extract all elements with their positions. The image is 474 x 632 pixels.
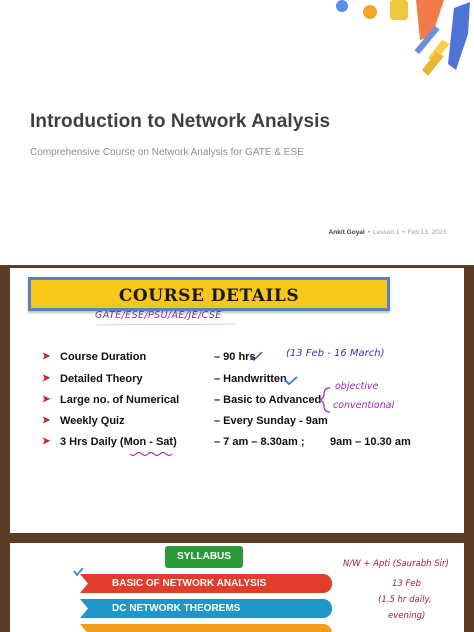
handwritten-exams-note: GATE/ESE/PSU/AE/JE/CSE [95,310,222,321]
arrow-bullet-icon: ➤ [42,373,51,384]
lesson-date: Feb 13, 2023 [407,229,446,236]
check-mark-icon [285,377,297,384]
detail-value: – Every Sunday - 9am [214,415,328,427]
slide-frame-2 [0,537,474,632]
detail-value: – 90 hrs [214,351,256,363]
syllabus-item[interactable]: BASIC OF NETWORK ANALYSIS [88,574,332,593]
slide-syllabus[interactable] [10,543,464,632]
handwriting-ink-marks [10,268,464,533]
author-name[interactable]: Ankit Goyal [328,229,365,236]
page-title: Introduction to Network Analysis [30,111,331,132]
banner-title: COURSE DETAILS [118,286,300,306]
detail-value: – 7 am – 8.30am ; [214,436,305,448]
handwritten-side-note: evening) [388,611,426,621]
syllabus-item[interactable]: DC NETWORK THEOREMS [88,599,332,618]
handwritten-side-note: 13 Feb [392,579,422,589]
detail-label: 3 Hrs Daily (Mon - Sat) [60,436,177,448]
syllabus-heading: SYLLABUS [165,546,243,568]
detail-value: – Handwritten [214,373,287,385]
underline-mark [96,324,236,325]
handwritten-conventional-note: conventional [333,400,395,411]
page-subtitle: Comprehensive Course on Network Analysis for GATE & ESE [30,147,304,158]
handwritten-side-note: N/W + Apti (Saurabh Sir) [343,559,449,569]
arrow-bullet-icon: ➤ [42,415,51,426]
brace-mark [319,388,330,412]
handwritten-dates-note: (13 Feb - 16 March) [286,348,385,359]
detail-value-second: 9am – 10.30 am [330,436,411,448]
arrow-bullet-icon: ➤ [42,436,51,447]
arrow-bullet-icon: ➤ [42,394,51,405]
detail-label: Course Duration [60,351,147,363]
meta-separator: • [402,229,405,236]
arrow-bullet-icon: ➤ [42,351,51,362]
check-mark-icon [250,352,262,360]
underline-squiggle [130,453,172,456]
detail-label: Detailed Theory [60,373,143,385]
stationery-illustration [324,0,474,90]
lesson-header [0,0,474,262]
lesson-number: Lesson 1 [373,229,400,236]
lesson-meta [329,229,446,236]
handwritten-objective-note: objective [335,381,379,392]
meta-separator: • [367,229,371,236]
detail-label: Large no. of Numerical [60,394,180,406]
slide-course-details[interactable] [10,268,464,533]
check-mark-icon [74,568,83,575]
detail-value: – Basic to Advanced [214,394,322,406]
detail-label: Weekly Quiz [60,415,125,427]
slide-frame-1 [0,265,474,537]
handwritten-side-note: (1.5 hr daily, [378,595,432,605]
